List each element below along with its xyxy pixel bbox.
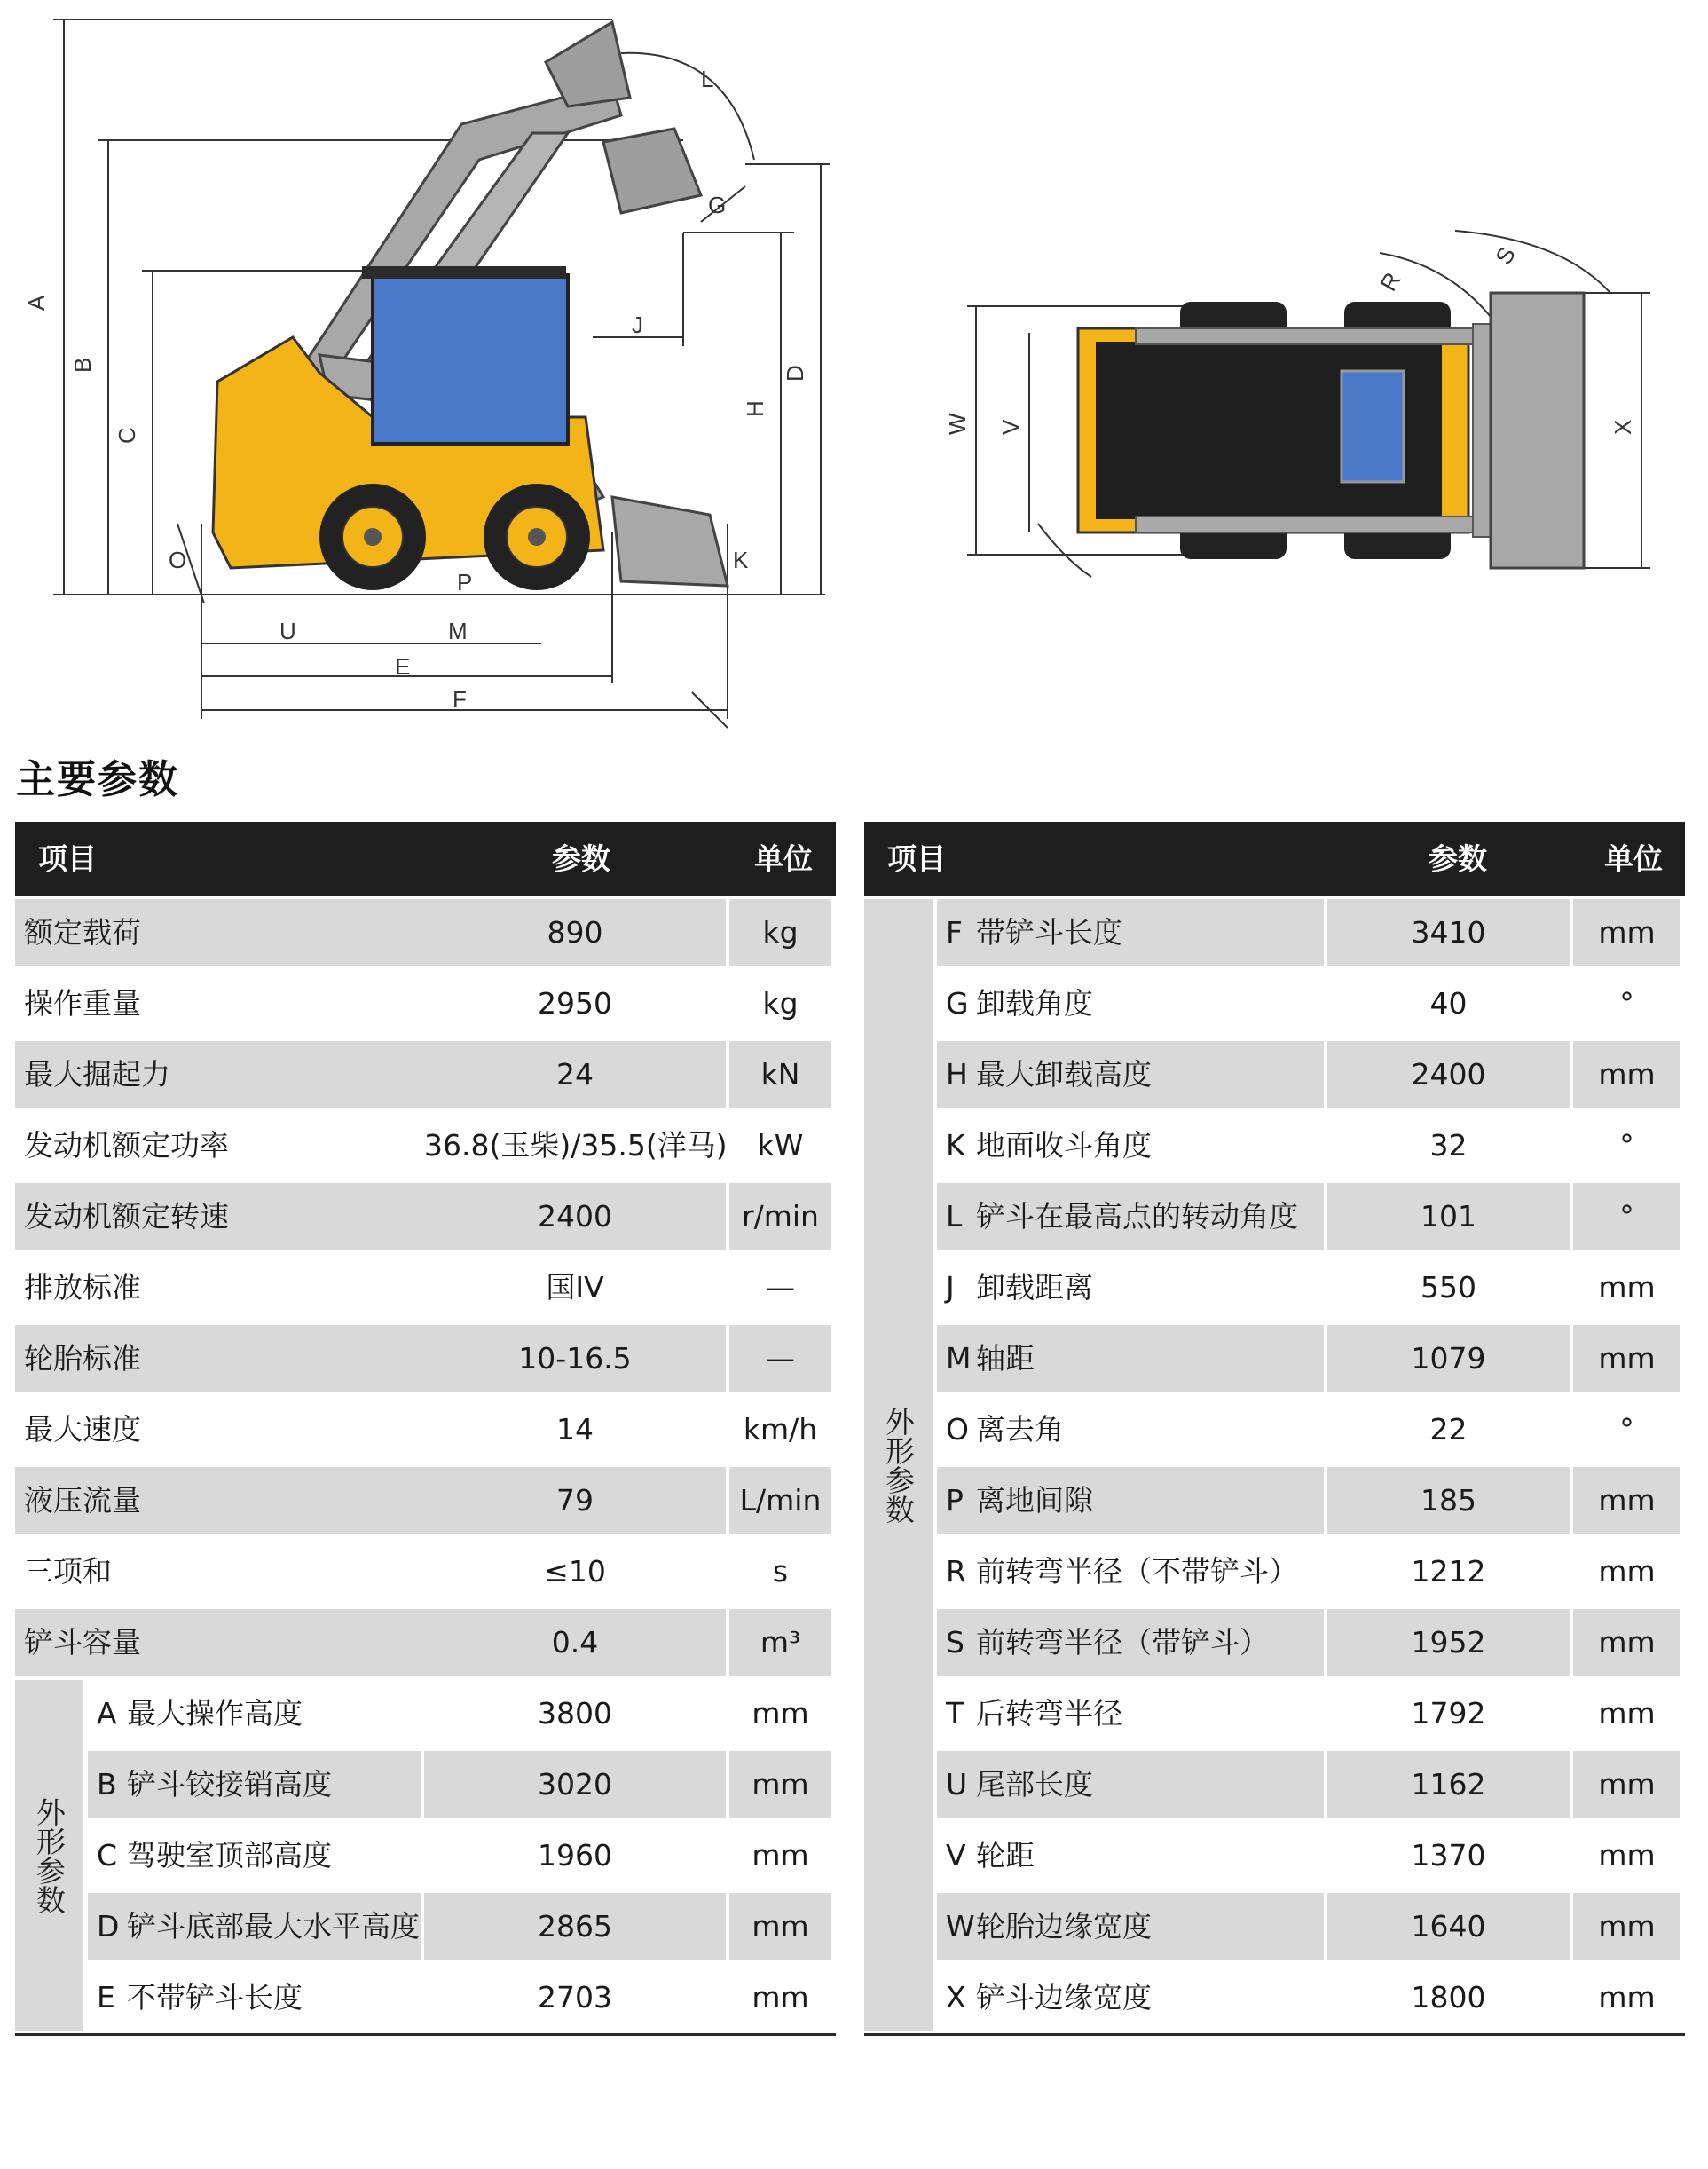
spec-item: 轴距	[976, 1325, 1324, 1392]
spec-value: 1952	[1327, 1609, 1570, 1676]
spec-unit: °	[1573, 1183, 1680, 1250]
dim-label-A: A	[23, 295, 50, 311]
spec-unit: mm	[752, 1696, 809, 1731]
spec-value: 36.8(玉柴)/35.5(洋马)	[424, 1128, 728, 1163]
spec-item: 轮胎标准	[15, 1325, 429, 1392]
spec-value: 40	[1429, 986, 1468, 1021]
table-row	[15, 1467, 836, 1538]
spec-value: 2703	[538, 1980, 612, 2015]
spec-item: 铲斗容量	[15, 1609, 429, 1676]
table-row	[15, 1041, 836, 1112]
spec-item: 发动机额定功率	[24, 1128, 229, 1163]
spec-item: 后转弯半径	[976, 1696, 1122, 1731]
table-row	[864, 1325, 1685, 1396]
spec-value: 14	[556, 1412, 594, 1447]
spec-unit: mm	[729, 1893, 831, 1960]
table-body	[864, 899, 1685, 2035]
spec-value: 22	[1429, 1412, 1468, 1447]
spec-code: J	[946, 1270, 955, 1305]
table-row	[15, 1325, 836, 1396]
spec-unit: mm	[1573, 1467, 1680, 1534]
spec-code: B	[88, 1751, 132, 1818]
spec-value: 2865	[424, 1893, 726, 1960]
table-row	[15, 1822, 836, 1893]
dim-label-C: C	[114, 427, 140, 444]
spec-unit: mm	[1573, 1751, 1680, 1818]
spec-value: ≤10	[544, 1554, 606, 1589]
dim-label-E: E	[395, 653, 411, 680]
table-row	[15, 1609, 836, 1680]
technical-drawings	[0, 0, 1708, 741]
dim-label-H: H	[742, 400, 768, 417]
machine-body	[213, 266, 728, 590]
spec-unit: —	[729, 1325, 831, 1392]
table-row	[864, 1822, 1685, 1893]
spec-unit: kN	[729, 1041, 831, 1108]
table-row	[864, 1467, 1685, 1538]
spec-unit: °	[1619, 986, 1634, 1021]
spec-unit: mm	[1598, 1838, 1656, 1873]
spec-value: 1640	[1327, 1893, 1570, 1960]
table-header	[15, 822, 836, 896]
group-label	[864, 899, 933, 2031]
spec-table-left	[15, 822, 836, 2035]
spec-unit: mm	[1598, 1554, 1656, 1589]
spec-value: 890	[424, 899, 726, 966]
table-row	[864, 1254, 1685, 1325]
dim-label-X: X	[1610, 419, 1636, 435]
spec-value: 32	[1429, 1128, 1468, 1163]
table-row	[15, 1183, 836, 1254]
table-row	[864, 1396, 1685, 1467]
table-row	[15, 1538, 836, 1609]
header-param: 参数	[1429, 841, 1487, 876]
skid-steer-drawings	[0, 0, 1708, 741]
table-row	[15, 1254, 836, 1325]
dim-label-S: S	[1490, 241, 1521, 269]
table-row	[864, 1183, 1685, 1254]
table-row	[864, 1893, 1685, 1964]
table-body	[15, 899, 836, 2035]
spec-table-right	[864, 822, 1685, 2035]
spec-item: 尾部长度	[976, 1751, 1324, 1818]
spec-code: C	[97, 1838, 118, 1873]
spec-code: S	[937, 1609, 981, 1676]
spec-code: X	[946, 1980, 966, 2015]
spec-value: 1960	[538, 1838, 612, 1873]
spec-value: 1792	[1411, 1696, 1486, 1731]
dim-label-G: G	[708, 192, 727, 218]
spec-code: L	[937, 1183, 981, 1250]
spec-value: 0.4	[424, 1609, 726, 1676]
spec-unit: mm	[1598, 1270, 1656, 1305]
spec-item: 离地间隙	[976, 1467, 1324, 1534]
table-row	[15, 1893, 836, 1964]
spec-value: 24	[424, 1041, 726, 1108]
spec-code: T	[946, 1696, 964, 1731]
spec-unit: s	[772, 1554, 789, 1589]
section-title: 主要参数	[16, 757, 179, 802]
spec-value: 3410	[1327, 899, 1570, 966]
spec-code: P	[937, 1467, 981, 1534]
table-row	[15, 970, 836, 1041]
spec-value: 1370	[1411, 1838, 1486, 1873]
header-unit: 单位	[754, 841, 813, 876]
spec-code: U	[937, 1751, 981, 1818]
spec-unit: mm	[1573, 1609, 1680, 1676]
spec-item: 排放标准	[24, 1270, 141, 1305]
table-row	[864, 1964, 1685, 2035]
spec-value: 3020	[424, 1751, 726, 1818]
dim-label-M: M	[448, 618, 468, 644]
spec-value: 2400	[424, 1183, 726, 1250]
spec-unit: r/min	[729, 1183, 831, 1250]
header-item: 项目	[887, 841, 946, 876]
spec-code: O	[946, 1412, 969, 1447]
table-row	[864, 1538, 1685, 1609]
spec-value: 1800	[1411, 1980, 1486, 2015]
spec-item: 卸载角度	[976, 986, 1093, 1021]
table-row	[864, 970, 1685, 1041]
spec-code: F	[937, 899, 981, 966]
table-row	[864, 1680, 1685, 1751]
spec-unit: mm	[1598, 1980, 1656, 2015]
table-row	[15, 1112, 836, 1183]
group-label-text: 外形参数	[32, 1797, 67, 1914]
dim-label-U: U	[279, 618, 296, 644]
spec-item: 操作重量	[24, 986, 141, 1021]
spec-value: 2400	[1327, 1041, 1570, 1108]
spec-value: 1079	[1327, 1325, 1570, 1392]
spec-unit: L/min	[729, 1467, 831, 1534]
spec-item: 地面收斗角度	[976, 1128, 1152, 1163]
top-view-drawing	[944, 231, 1650, 577]
spec-code: W	[937, 1893, 981, 1960]
spec-code: M	[937, 1325, 981, 1392]
dim-label-P: P	[457, 569, 473, 595]
table-row	[15, 899, 836, 970]
spec-unit: mm	[1573, 1041, 1680, 1108]
table-row	[864, 899, 1685, 970]
spec-unit: —	[766, 1270, 795, 1305]
spec-unit: m³	[729, 1609, 831, 1676]
spec-value: 10-16.5	[424, 1325, 726, 1392]
spec-item: 铲斗边缘宽度	[976, 1980, 1152, 2015]
spec-item: 轮距	[976, 1838, 1035, 1873]
spec-unit: km/h	[743, 1412, 818, 1447]
spec-unit: mm	[752, 1838, 809, 1873]
spec-item: 最大速度	[24, 1412, 141, 1447]
spec-unit: kg	[762, 986, 799, 1021]
group-label-text: 外形参数	[881, 1407, 916, 1524]
table-bottom-rule	[864, 2033, 1685, 2036]
table-row	[864, 1609, 1685, 1680]
spec-unit: mm	[1573, 1325, 1680, 1392]
spec-unit: mm	[1573, 1893, 1680, 1960]
spec-item: 离去角	[976, 1412, 1064, 1447]
dim-label-R: R	[1374, 267, 1406, 296]
dim-label-V: V	[997, 419, 1024, 435]
spec-unit: kW	[757, 1128, 804, 1163]
spec-value: 79	[424, 1467, 726, 1534]
dim-label-L: L	[701, 66, 714, 92]
spec-item: 前转弯半径（带铲斗）	[976, 1609, 1324, 1676]
header-item: 项目	[38, 841, 97, 876]
table-row	[864, 1112, 1685, 1183]
spec-unit: mm	[729, 1751, 831, 1818]
spec-item: 铲斗在最高点的转动角度	[976, 1183, 1324, 1250]
spec-item: 前转弯半径（不带铲斗）	[976, 1554, 1298, 1589]
spec-value: 1162	[1327, 1751, 1570, 1818]
table-bottom-rule	[15, 2033, 836, 2036]
spec-item: 液压流量	[15, 1467, 429, 1534]
spec-unit: mm	[1573, 899, 1680, 966]
dim-label-J: J	[632, 312, 643, 338]
spec-code: K	[946, 1128, 965, 1163]
header-unit: 单位	[1604, 841, 1663, 876]
table-row	[864, 1041, 1685, 1112]
spec-code: E	[97, 1980, 115, 2015]
group-label	[15, 1680, 83, 2031]
spec-item: 最大掘起力	[15, 1041, 429, 1108]
table-row	[15, 1396, 836, 1467]
table-row	[15, 1680, 836, 1751]
spec-item: 轮胎边缘宽度	[976, 1893, 1324, 1960]
dim-label-B: B	[69, 357, 96, 373]
spec-value: 101	[1327, 1183, 1570, 1250]
header-param: 参数	[552, 841, 610, 876]
spec-unit: mm	[752, 1980, 809, 2015]
spec-item: 三项和	[24, 1554, 112, 1589]
spec-code: A	[97, 1696, 117, 1731]
spec-code: G	[946, 986, 969, 1021]
spec-item: 最大卸载高度	[976, 1041, 1324, 1108]
spec-code: H	[937, 1041, 981, 1108]
spec-value: 550	[1421, 1270, 1476, 1305]
spec-code: R	[946, 1554, 966, 1589]
spec-value: 185	[1327, 1467, 1570, 1534]
spec-item: 驾驶室顶部高度	[127, 1838, 332, 1873]
spec-code: V	[946, 1838, 966, 1873]
spec-item: 带铲斗长度	[976, 899, 1324, 966]
spec-value: 国IV	[546, 1270, 604, 1305]
table-row	[15, 1964, 836, 2035]
spec-item: 发动机额定转速	[15, 1183, 429, 1250]
spec-item: 铲斗底部最大水平高度	[127, 1893, 421, 1960]
dim-label-O: O	[169, 547, 187, 573]
spec-value: 3800	[538, 1696, 612, 1731]
spec-unit: mm	[1598, 1696, 1656, 1731]
spec-item: 卸载距离	[976, 1270, 1093, 1305]
dim-label-K: K	[733, 547, 749, 573]
spec-unit: °	[1619, 1412, 1634, 1447]
spec-item: 不带铲斗长度	[127, 1980, 303, 2015]
spec-code: D	[88, 1893, 132, 1960]
spec-unit: kg	[729, 899, 831, 966]
table-row	[15, 1751, 836, 1822]
spec-item: 铲斗铰接销高度	[127, 1751, 421, 1818]
dim-label-W: W	[944, 413, 971, 435]
spec-value: 2950	[538, 986, 612, 1021]
spec-unit: °	[1619, 1128, 1634, 1163]
table-header	[864, 822, 1685, 896]
spec-item: 额定载荷	[15, 899, 429, 966]
dim-label-D: D	[782, 365, 808, 382]
table-row	[864, 1751, 1685, 1822]
dim-label-F: F	[453, 686, 467, 713]
spec-value: 1212	[1411, 1554, 1486, 1589]
spec-item: 最大操作高度	[127, 1696, 303, 1731]
